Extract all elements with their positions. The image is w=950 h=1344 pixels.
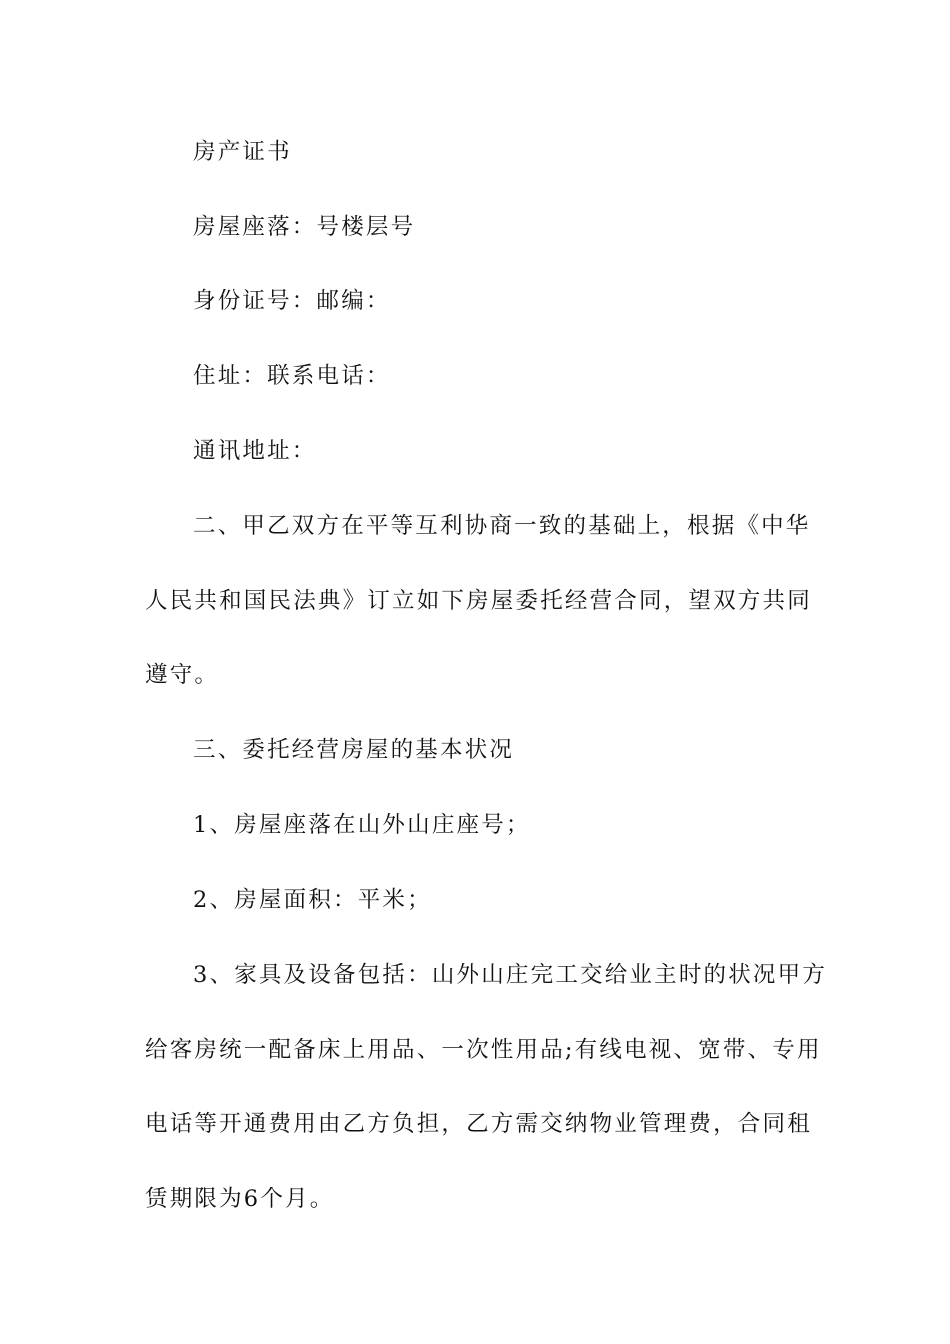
item-3-line-1: 3、家具及设备包括：山外山庄完工交给业主时的状况甲方 <box>193 962 828 988</box>
item-3-line-3: 电话等开通费用由乙方负担，乙方需交纳物业管理费，合同租 <box>145 1111 812 1137</box>
mailing-address-line: 通讯地址： <box>193 438 317 464</box>
clause-two-line-2: 人民共和国民法典》订立如下房屋委托经营合同，望双方共同 <box>145 588 812 614</box>
id-postcode-line: 身份证号：邮编： <box>193 288 391 314</box>
clause-two-line-1: 二、甲乙双方在平等互利协商一致的基础上，根据《中华 <box>193 513 811 539</box>
property-certificate-line: 房产证书 <box>193 139 292 165</box>
item-1-location: 1、房屋座落在山外山庄座号； <box>193 812 531 838</box>
house-location-line: 房屋座落：号楼层号 <box>193 214 416 240</box>
address-phone-line: 住址：联系电话： <box>193 363 391 389</box>
item-3-line-2: 给客房统一配备床上用品、一次性用品;有线电视、宽带、专用 <box>145 1037 822 1063</box>
clause-three-heading: 三、委托经营房屋的基本状况 <box>193 737 515 763</box>
clause-two-line-3: 遵守。 <box>145 662 220 688</box>
item-3-line-4: 赁期限为6个月。 <box>145 1186 335 1212</box>
item-2-area: 2、房屋面积：平米； <box>193 887 432 913</box>
